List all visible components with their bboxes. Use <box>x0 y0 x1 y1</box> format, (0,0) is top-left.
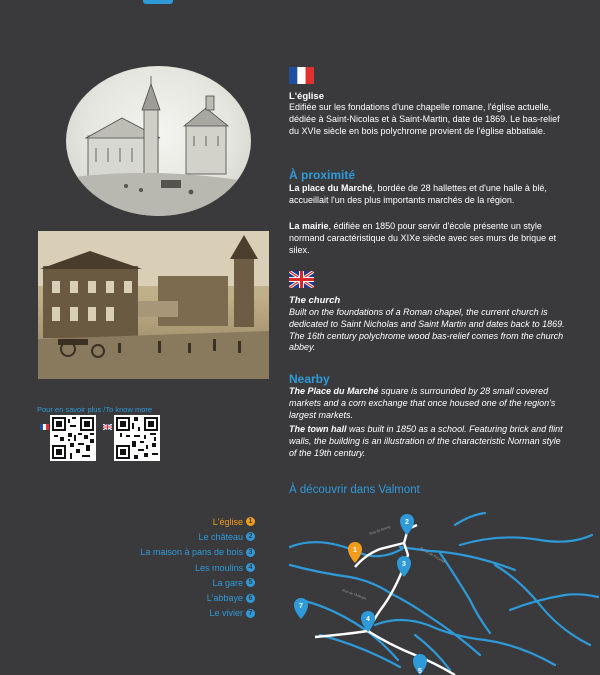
fr-marche-bold: La place du Marché <box>289 183 373 193</box>
fr-church-title: L'église <box>289 91 324 102</box>
en-church-text: Built on the foundations of a Roman chapel, the current church is dedicated to Saint Nicholas and Saint Martin and dates back to 1869. The 16th century polychrome wood bas-relief comes from the church abbey. <box>289 307 565 353</box>
map-pin-5[interactable] <box>413 654 427 675</box>
en-townhall-paragraph <box>289 424 567 459</box>
list-item-label: Les moulins <box>194 562 243 573</box>
top-tab <box>143 0 173 4</box>
church-engraving <box>66 66 251 216</box>
market-square-photo <box>38 231 269 379</box>
qr-caption: Pour en savoir plus /To know more <box>37 405 153 414</box>
french-flag-icon <box>40 417 49 423</box>
svg-text:5: 5 <box>418 668 422 675</box>
en-marche-paragraph <box>289 386 567 421</box>
fr-marche-paragraph <box>289 183 567 207</box>
number-badge: 7 <box>246 609 255 618</box>
number-badge: 5 <box>246 578 255 587</box>
fr-mairie-bold: La mairie <box>289 221 329 231</box>
street-label: Rue de l'Abbaye <box>341 588 368 601</box>
french-flag-icon <box>289 67 314 84</box>
fr-marche-text: , bordée de 28 hallettes et d'une halle à blé, accueillait l'un des plus importants marchés de la région. <box>289 183 547 205</box>
number-badge: 3 <box>246 548 255 557</box>
qr-code-english[interactable] <box>114 415 160 461</box>
valmont-map <box>280 505 600 675</box>
number-badge: 2 <box>246 532 255 541</box>
map-pin-3[interactable] <box>397 556 411 577</box>
fr-nearby-heading: À proximité <box>289 168 356 182</box>
map-pin-1[interactable] <box>348 542 362 563</box>
map-pin-7[interactable] <box>294 598 308 619</box>
fr-mairie-paragraph <box>289 221 567 256</box>
list-item-moulins[interactable] <box>140 560 255 575</box>
number-badge: 4 <box>246 563 255 572</box>
en-marche-bold: The Place du Marché <box>289 386 379 396</box>
points-of-interest-list <box>140 514 255 621</box>
en-marche-text: square is surrounded by 28 small covered markets and a corn exchange that once housed one of the region's largest markets. <box>289 386 556 420</box>
uk-flag-icon <box>103 417 112 423</box>
list-item-eglise[interactable] <box>140 514 255 529</box>
list-item-vivier[interactable] <box>140 606 255 621</box>
list-item-chateau[interactable] <box>140 529 255 544</box>
number-badge: 1 <box>246 517 255 526</box>
uk-flag-icon <box>289 271 314 288</box>
list-item-maison[interactable] <box>140 545 255 560</box>
en-townhall-text: was built in 1850 as a school. Featuring brick and flint walls, the building is an illustration of the characteristic Norman style of the 19th century. <box>289 424 563 458</box>
en-townhall-bold: The town hall <box>289 424 347 434</box>
fr-mairie-text: , édifiée en 1850 pour servir d'école présente un style normand caractéristique du XIXe siècle avec ses murs de brique et silex. <box>289 221 557 255</box>
svg-text:1: 1 <box>353 547 357 554</box>
qr-code-french[interactable] <box>50 415 96 461</box>
list-item-label: La maison à pans de bois <box>140 547 243 558</box>
list-item-label: Le château <box>198 531 243 542</box>
svg-text:7: 7 <box>299 603 303 610</box>
en-church-title: The church <box>289 295 341 306</box>
svg-text:4: 4 <box>366 616 370 623</box>
number-badge: 6 <box>246 594 255 603</box>
discover-heading: À découvrir dans Valmont <box>289 484 420 496</box>
list-item-gare[interactable] <box>140 575 255 590</box>
list-item-label: L'église <box>212 516 243 527</box>
list-item-label: L'abbaye <box>206 593 243 604</box>
list-item-label: Le vivier <box>209 608 243 619</box>
en-nearby-heading: Nearby <box>289 372 330 386</box>
street-label: Route de Fécamp <box>419 546 446 564</box>
list-item-label: La gare <box>212 577 243 588</box>
map-pin-2[interactable] <box>400 514 414 535</box>
street-label: Rue du Bourg <box>368 524 391 536</box>
svg-text:3: 3 <box>402 561 406 568</box>
svg-text:2: 2 <box>405 519 409 526</box>
fr-church-text: Edifiée sur les fondations d'une chapelle romane, l'église actuelle, dédiée à Saint-Nicolas et à Saint-Martin, date de 1869. Le bas-relief du XVIe siècle en bois polychrome provient de l'église abbatiale. <box>289 102 560 136</box>
list-item-abbaye[interactable] <box>140 590 255 605</box>
